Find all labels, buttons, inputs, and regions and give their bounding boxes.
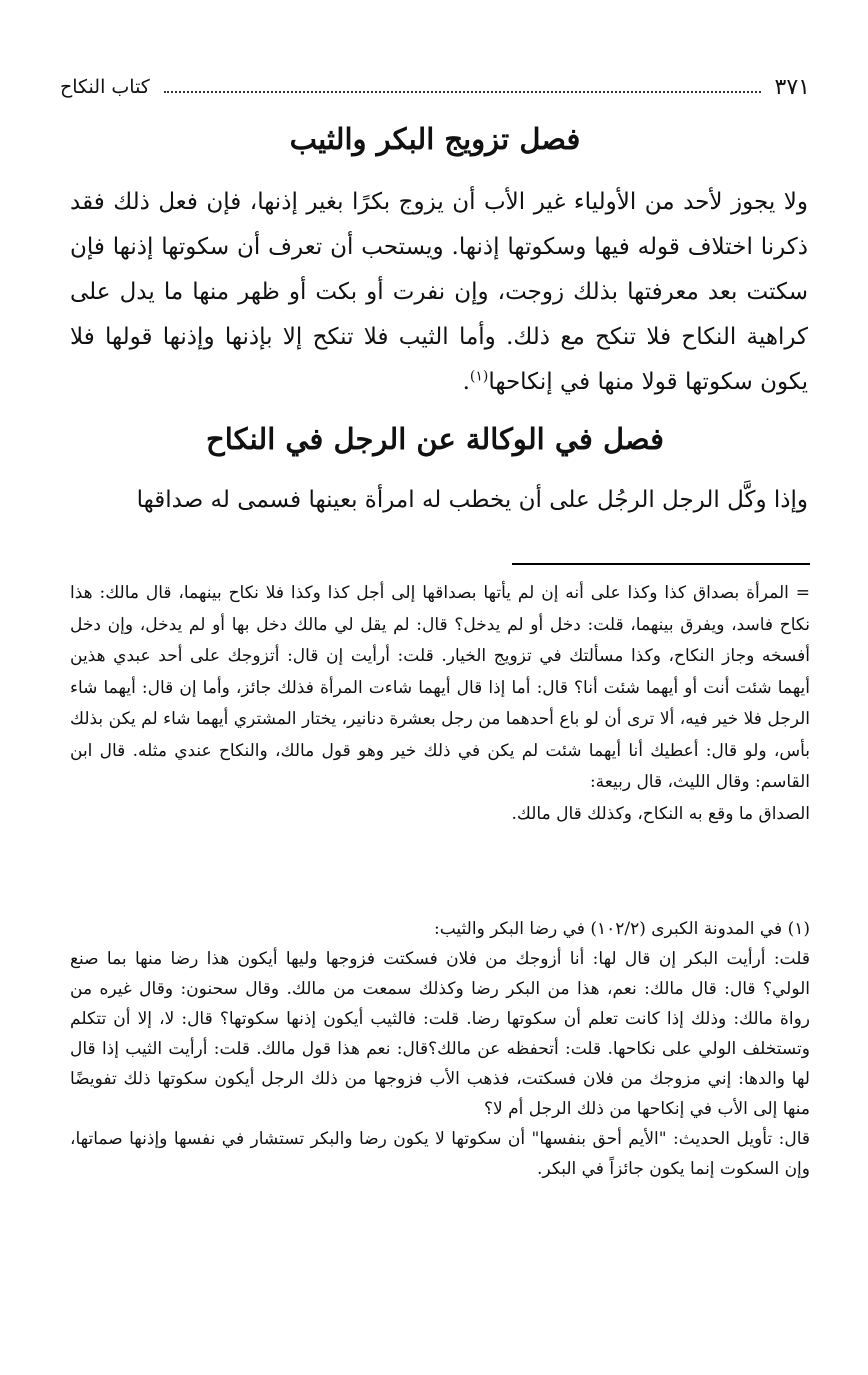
section-body-bikr-thayyib xyxy=(70,180,808,405)
section-body-wakala: وإذا وكَّل الرجل الرجُل على أن يخطب له امرأة بعينها فسمى له صداقها xyxy=(136,487,808,513)
footnote-1 xyxy=(70,914,810,1184)
body-text: ولا يجوز لأحد من الأولياء غير الأب أن يزوج بكرًا بغير إذنها، فإن فعل ذلك فقد ذكرنا اختلاف قوله فيها وسكوتها إذنها. ويستحب أن تعرف أن سكوتها إذنها فإن سكتت بعد معرفتها بذلك زوجت، وإن نفرت أو بكت أو ظهر منها ما يدل على كراهية النكاح فلا تنكح مع ذلك. وأما الثيب فلا تنكح إلا بإذنها وإذنها قولها فلا يكون سكوتها قولا منها في إنكاحها xyxy=(70,189,808,395)
footnote-1-heading: (١) في المدونة الكبرى (١٠٢/٢) في رضا البكر والثيب: xyxy=(433,919,810,939)
header-dot-leader xyxy=(164,91,761,93)
footnote-continuation-text: = المرأة بصداق كذا وكذا على أنه إن لم يأتها بصداقها إلى أجل كذا وكذا فلا نكاح بينهما، قال مالك: هذا نكاح فاسد، ويفرق بينهما، قلت: دخل أو لم يدخل؟ قال: لم يقل لي مالك دخل بها أو لم يدخل، وإن دخل أفسخه وجاز النكاح، وكذا مسألتك في تزويج الخيار. قلت: أرأيت إن قال: أتزوجك على أحد عبدي هذين أيهما شئت أنت أو أيهما شئت أنا؟ قال: أما إذا قال أيهما شاءت المرأة فذلك جائز، وأما إن قال: أيهما شاء الرجل فلا خير فيه، ألا ترى أن لو باع أحدهما من رجل بعشرة دنانير، يختار المشتري أيهما شاء لم يكن بذلك بأس، ولو قال: أعطيك أنا أيهما شئت لم يكن في ذلك خير وهو قول مالك، والنكاح عندي مثله. قال ابن القاسم: وقال الليث، قال ربيعة: xyxy=(70,583,810,792)
footnote-marker: (١) xyxy=(469,368,489,385)
footnote-1-body: قلت: أرأيت البكر إن قال لها: أنا أزوجك من فلان فسكتت فزوجها وليها أيكون هذا رضا منها بما صنع الولي؟ قال: قال مالك: نعم، هذا من البكر رضا وكذلك سمعت من مالك. وقال سحنون: وقال غيره من رواة مالك: وذلك إذا كانت تعلم أن سكوتها رضا. قلت: فالثيب أيكون إذنها سكوتها؟ قال: لا، إلا أن تتكلم وتستخلف الولي على نكاحها. قلت: أتحفظه عن مالك؟قال: نعم هذا قول مالك. قلت: أرأيت الثيب إذا قال لها والدها: إني مزوجك من فلان فسكتت، فذهب الأب فزوجها من ذلك الرجل أيكون سكوتها ذلك تفويضًا منها إلى الأب في إنكاحها من ذلك الرجل أم لا؟ xyxy=(70,949,810,1119)
section-title-bikr-thayyib: فصل تزويج البكر والثيب xyxy=(289,122,581,156)
page-number: ٣٧١ xyxy=(774,74,810,100)
section-title-wakala: فصل في الوكالة عن الرجل في النكاح xyxy=(206,422,664,456)
running-title: كتاب النكاح xyxy=(60,76,150,98)
footnote-continuation xyxy=(70,578,810,830)
footnote-1-tail: قال: تأويل الحديث: "الأيم أحق بنفسها" أن سكوتها لا يكون رضا والبكر تستشار في نفسها وإذنها صماتها، وإن السكوت إنما يكون جائزاً في البكر. xyxy=(70,1129,810,1179)
body-text-end: . xyxy=(462,369,470,395)
footnote-continuation-end: الصداق ما وقع به النكاح، وكذلك قال مالك. xyxy=(511,803,810,824)
footnote-separator xyxy=(512,563,810,565)
page-header xyxy=(60,70,810,104)
